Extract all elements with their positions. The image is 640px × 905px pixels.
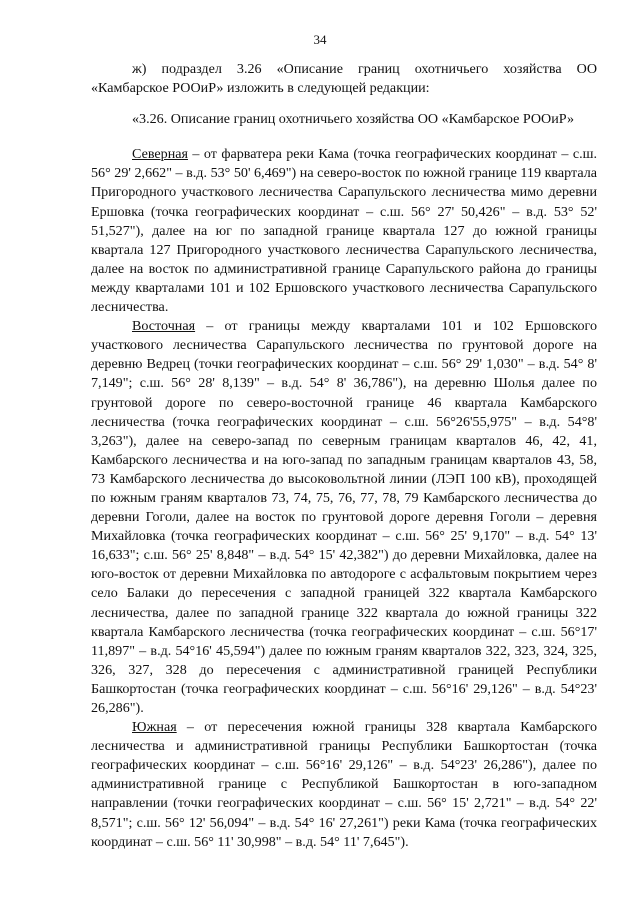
boundary-south-text: – от пересечения южной границы 328 квартала Камбарского лесничества и административной границы Республики Башкортостан (точка географических координат – с.ш. 56°16' 29,126" – в.д. 54°23' 26,286"), далее по административной границе с Республикой Башкортостан в юго-западном направлении (точки географических координат – с.ш. 56° 15' 2,721" – в.д. 54° 22' 8,571"; с.ш. 56° 12' 56,094" – в.д. 54° 16' 27,261") реки Кама (точка географических координат – с.ш. 56° 11' 30,998" – в.д. 54° 11' 7,645"). — [91, 719, 597, 850]
page-number: 34 — [313, 32, 327, 47]
boundary-east-text: – от границы между кварталами 101 и 102 Ершовского участкового лесничества Сарапульского лесничества по грунтовой дороге на деревню Ведрец (точки географических координат – с.ш. 56° 29' 1,030" – в.д. 54° 8' 7,149"; с.ш. 56° 28' 8,139" – в.д. 54° 8' 36,786"), на деревню Шолья далее по грунтовой дороге по северо-восточной границе 46 квартала Камбарского лесничества (точка географических координат – с.ш. 56°26'55,975" – в.д. 54°8' 3,263"), далее на северо-запад по северным границам кварталов 46, 42, 41, Камбарского лесничества и на юго-запад по западным границам кварталов 43, 58, 73 Камбарского лесничества до высоковольтной линии (ЛЭП 100 кВ), проходящей по южным граням кварталов 73, 74, 75, 76, 77, 78, 79 Камбарского лесничества до деревни Гоголи, далее на восток по грунтовой дороге деревня Гоголи – деревня Михайловка (точка географических координат – с.ш. 56° 25' 9,170" – в.д. 54° 13' 16,633"; с.ш. 56° 25' 8,848" – в.д. 54° 15' 42,382") до деревни Михайловка, далее на юго-восток от деревни Михайловка по автодороге с асфальтовым покрытием через село Балаки до пересечения с западной границей 322 квартала Камбарского лесничества, далее по западной границе 322 квартала до южной границы 322 квартала Камбарского лесничества (точка географических координат – с.ш. 56°17' 11,897" – в.д. 54°16' 45,594") далее по южным граням кварталов 322, 323, 324, 325, 326, 327, 328 до пересечения с административной границей Республики Башкортостан (точка географических координат – с.ш. 56°16' 29,126" – в.д. 54°23' 26,286"). — [91, 318, 597, 716]
document-body — [91, 60, 597, 852]
boundary-south-label: Южная — [132, 719, 177, 736]
intro-paragraph: ж) подраздел 3.26 «Описание границ охотничьего хозяйства ОО «Камбарское РООиР» изложить в следующей редакции: — [91, 61, 597, 97]
boundary-north-text: – от фарватера реки Кама (точка географических координат – с.ш. 56° 29' 2,662" – в.д. 53° 50' 6,469") на северо-восток по южной границе 119 квартала Пригородного участкового лесничества Сарапульского лесничества мимо деревни Ершовка (точка географических координат – с.ш. 56° 27' 50,426" – в.д. 53° 52' 51,527"), далее на юг по западной границе квартала 127 до южной границы квартала 127 Пригородного участкового лесничества Сарапульского лесничества, далее на восток по административной границе Сарапульского района до границы между кварталами 101 и 102 Ершовского участкового лесничества Сарапульского лесничества. — [91, 146, 597, 316]
boundary-east-label: Восточная — [132, 318, 196, 335]
section-title: «3.26. Описание границ охотничьего хозяйства ОО «Камбарское РООиР» — [132, 111, 575, 128]
boundary-south-paragraph — [91, 718, 597, 852]
boundary-north-label: Северная — [132, 146, 188, 163]
boundary-east-paragraph — [91, 317, 597, 718]
boundary-north-paragraph — [91, 145, 597, 317]
